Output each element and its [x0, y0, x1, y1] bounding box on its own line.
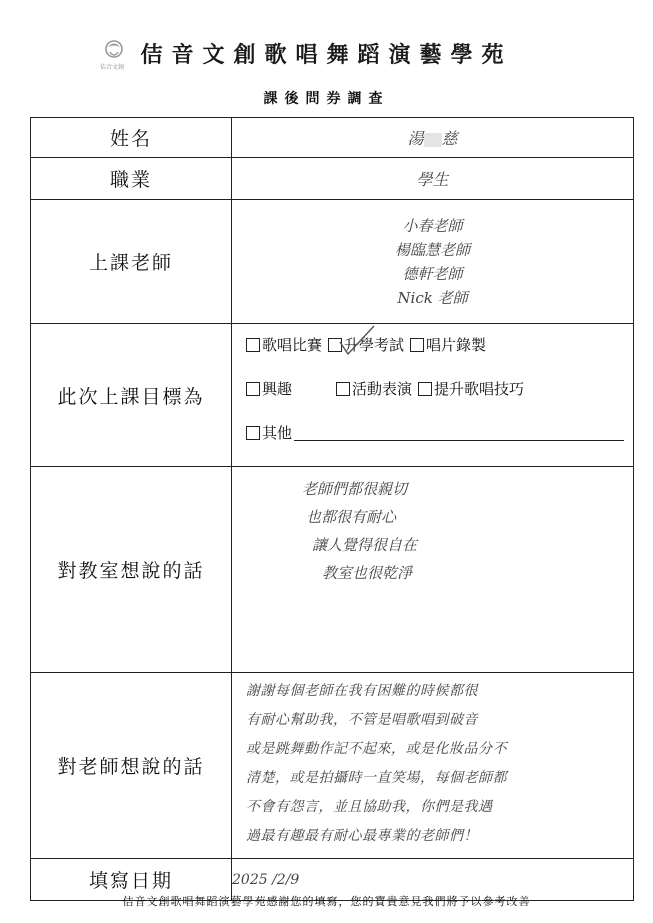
message-line: 或是跳舞動作記不起來，或是化妝品分不 [246, 741, 507, 757]
checkbox[interactable] [246, 382, 260, 396]
label-date: 填寫日期 [31, 859, 232, 901]
option-entrance-exam[interactable]: 升學考試 [328, 334, 404, 355]
label-teacher: 上課老師 [31, 200, 232, 324]
row-teacher [31, 200, 634, 324]
teacher-message [232, 673, 634, 859]
logo-text: 佶音文創 [100, 64, 125, 71]
message-line: 不會有怨言，並且協助我，你們是我遇 [246, 799, 493, 815]
row-teacher-message [31, 673, 634, 859]
checkmark-icon [338, 324, 376, 360]
page-subtitle: 課後問券調查 [263, 91, 390, 107]
row-goal [31, 324, 634, 467]
teacher-values [232, 200, 634, 324]
survey-form [30, 117, 634, 901]
row-occupation [31, 158, 634, 200]
label-name: 姓名 [31, 118, 232, 158]
option-performance[interactable]: 活動表演 [336, 378, 412, 399]
message-line: 過最有趣最有耐心最專業的老師們！ [246, 828, 478, 844]
row-classroom [31, 467, 634, 673]
comment-line: 老師們都很親切 [302, 480, 408, 498]
option-improve-singing[interactable]: 提升歌唱技巧 [418, 378, 524, 399]
label-classroom: 對教室想說的話 [31, 467, 232, 673]
checkbox[interactable] [246, 338, 260, 352]
occupation-value: 學生 [232, 158, 634, 200]
checkbox[interactable] [410, 338, 424, 352]
checkbox[interactable] [246, 426, 260, 440]
option-other[interactable]: 其他 [246, 422, 624, 443]
comment-line: 讓人覺得很自在 [312, 536, 418, 554]
message-line: 清楚，或是拍攝時一直笑場，每個老師都 [246, 770, 507, 786]
label-goal: 此次上課目標為 [31, 324, 232, 467]
message-line: 謝謝每個老師在我有困難的時候都很 [246, 683, 478, 699]
teacher-name: 德軒老師 [402, 264, 463, 283]
label-occupation: 職業 [31, 158, 232, 200]
teacher-name: 楊臨慧老師 [394, 240, 470, 259]
page-title: 佶音文創歌唱舞蹈演藝學苑 [140, 43, 513, 68]
option-recording[interactable]: 唱片錄製 [410, 334, 486, 355]
option-interest[interactable]: 興趣 [246, 378, 292, 399]
footer-note: 佶音文創歌唱舞蹈演藝學苑感謝您的填寫，您的寶貴意見我們將予以參考改善 [122, 895, 531, 908]
redacted-mark [424, 133, 442, 147]
row-name [31, 118, 634, 158]
checkbox[interactable] [336, 382, 350, 396]
name-value: 湯 慈 [232, 118, 634, 158]
classroom-comment [232, 467, 634, 673]
goal-options [232, 324, 634, 467]
checkbox[interactable] [418, 382, 432, 396]
teacher-name: 小春老師 [402, 216, 463, 235]
date-value: 2025 /2/9 [232, 859, 634, 901]
teacher-name: Nick 老師 [397, 288, 468, 307]
option-singing-contest[interactable]: 歌唱比賽 [246, 334, 322, 355]
label-teacher-message: 對老師想說的話 [31, 673, 232, 859]
message-line: 有耐心幫助我，不管是唱歌唱到破音 [246, 712, 478, 728]
comment-line: 教室也很乾淨 [322, 564, 413, 582]
comment-line: 也都很有耐心 [306, 508, 397, 526]
other-input-line[interactable] [294, 424, 624, 441]
